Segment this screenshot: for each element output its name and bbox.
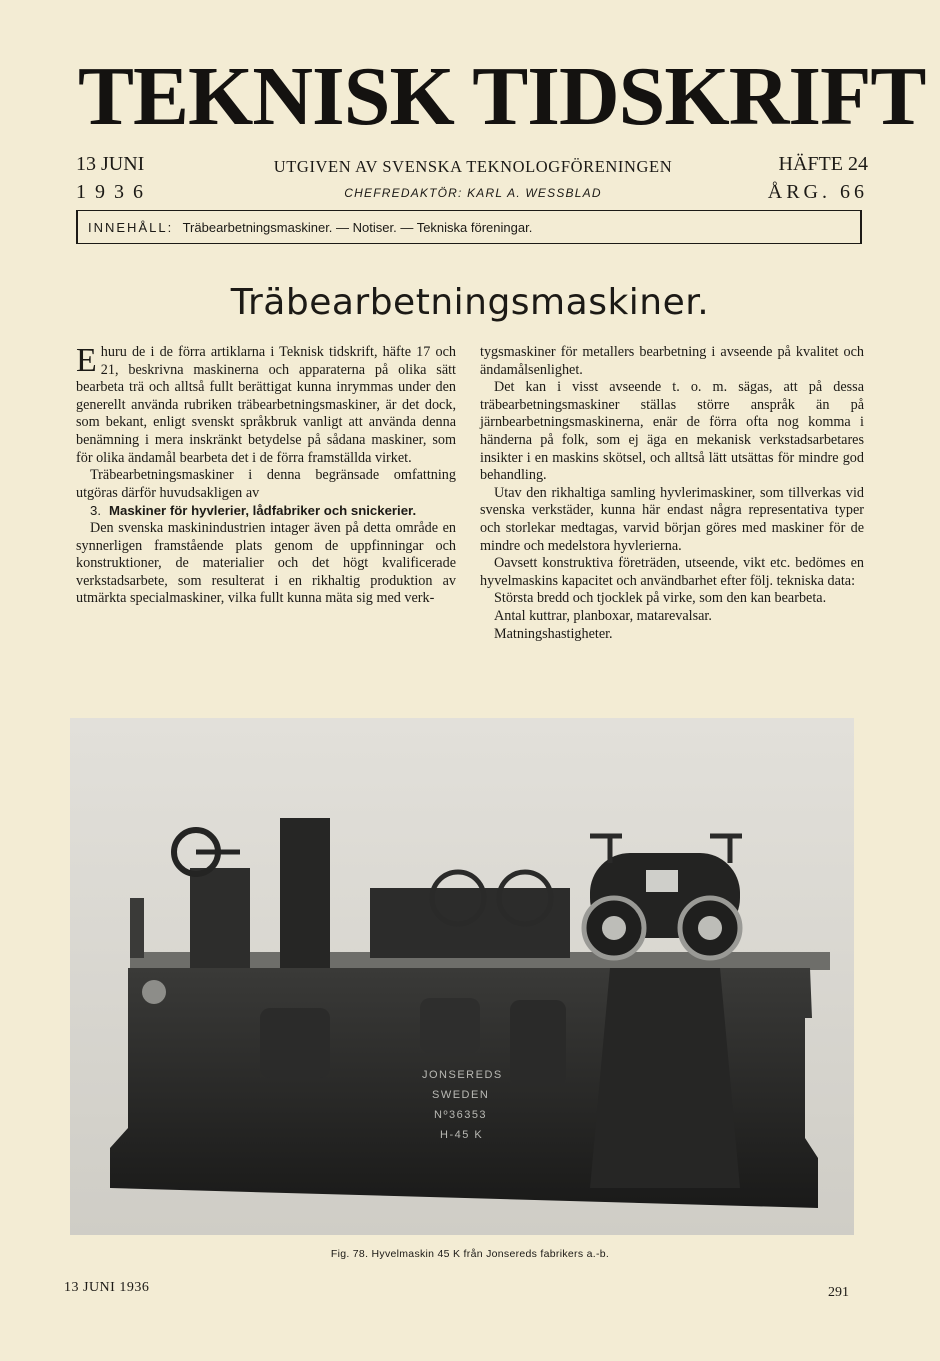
volume-number: ÅRG. 66 bbox=[767, 181, 868, 203]
publisher-line: UTGIVEN AV SVENSKA TEKNOLOGFÖRENINGEN bbox=[273, 157, 673, 176]
left-column bbox=[76, 344, 456, 608]
editor-line: CHEFREDAKTÖR: KARL A. WESSBLAD bbox=[344, 186, 602, 200]
publisher-block bbox=[258, 157, 688, 200]
machine-photograph bbox=[70, 718, 854, 1235]
issue-date bbox=[76, 150, 152, 206]
plate-line: H-45 K bbox=[440, 1129, 484, 1141]
paragraph: Utav den rikhaltiga samling hyvlerimaskiner, som tillverkas vid svenska verkstäder, kunna här endast några representativa typer och storlekar medtagas, varvid början göres med maskiner för de mindre och medelstora hyvlerierna. bbox=[480, 484, 864, 554]
issue-day-month: 13 JUNI bbox=[76, 153, 145, 175]
masthead-title: TEKNISK TIDSKRIFT bbox=[78, 50, 926, 143]
drop-cap: E bbox=[76, 342, 97, 379]
paragraph: Oavsett konstruktiva företräden, utseende, vikt etc. bedömes en hyvelmaskins kapacitet och användbarhet efter följ. tekniska data: bbox=[480, 555, 864, 589]
issue-number-block bbox=[760, 150, 868, 206]
article-title: Träbearbetningsmaskiner. bbox=[230, 282, 710, 323]
paragraph: Träbearbetningsmaskiner i denna begränsade omfattning utgöras därför huvudsakligen av bbox=[76, 467, 456, 501]
section-number: 3. bbox=[90, 503, 101, 519]
plate-line: Nº36353 bbox=[434, 1109, 488, 1121]
contents-items: Träbearbetningsmaskiner. — Notiser. — Tekniska föreningar. bbox=[182, 220, 533, 235]
figure-caption: Fig. 78. Hyvelmaskin 45 K från Jonsereds fabrikers a.-b. bbox=[330, 1248, 610, 1260]
paragraph-text: huru de i de förra artiklarna i Teknisk tidskrift, häfte 17 och 21, beskrivna maskinerna och apparaterna på olika sätt bearbeta trä och alltså fullt berättigat kunna inrymmas under den generellt använda rubriken träbearbetningsmaskiner, är det dock, som bekant, enligt svenskt språkbruk vanligt att använda denna benämning i mera inskränkt betydelse på sådana maskiner, som för olika ändamål bearbeta det i de förra framställda virket. bbox=[76, 344, 456, 466]
data-item: Antal kuttrar, planboxar, matarevalsar. bbox=[494, 607, 712, 624]
paragraph: Den svenska maskinindustrien intager även på detta område en synnerligen framstående plats genom de uppfinningar och konstruktioner, de materialier och det högt kvalificerade verkstadsarbete, som resulterat i en rikhaltig produktion av utmärkta specialmaskiner, vilka fullt kunna mäta sig med verk- bbox=[76, 519, 456, 607]
data-item: Matningshastigheter. bbox=[494, 625, 613, 642]
planing-machine-illustration bbox=[70, 718, 854, 1235]
footer-date: 13 JUNI 1936 bbox=[64, 1280, 150, 1295]
contents-label: INNEHÅLL: bbox=[88, 220, 174, 235]
plate-line: JONSEREDS bbox=[422, 1069, 503, 1081]
paragraph: tygsmaskiner för metallers bearbetning i avseende på kvalitet och ändamålsenlighet. bbox=[480, 344, 864, 378]
right-column bbox=[480, 344, 864, 643]
plate-line: SWEDEN bbox=[432, 1089, 490, 1101]
data-item: Största bredd och tjocklek på virke, som den kan bearbeta. bbox=[494, 590, 827, 607]
paragraph bbox=[76, 344, 456, 467]
section-heading-text: Maskiner för hyvlerier, lådfabriker och snickerier. bbox=[109, 503, 417, 519]
issue-number: HÄFTE 24 bbox=[778, 153, 868, 175]
table-of-contents bbox=[76, 210, 862, 244]
paragraph: Det kan i visst avseende t. o. m. sägas, att på dessa träbearbetningsmaskiner ställas större anspråk än på järnbearbetningsmaskinerna, enär de förra ofta nog komma i händerna på folk, som ej äga en mekanisk verkstadsarbetares insikter i en maskins skötsel, och alltså lätt utsättas för mindre god behandling. bbox=[480, 379, 864, 484]
section-heading bbox=[76, 502, 456, 520]
issue-year: 1936 bbox=[76, 181, 152, 203]
page-number: 291 bbox=[828, 1285, 849, 1300]
